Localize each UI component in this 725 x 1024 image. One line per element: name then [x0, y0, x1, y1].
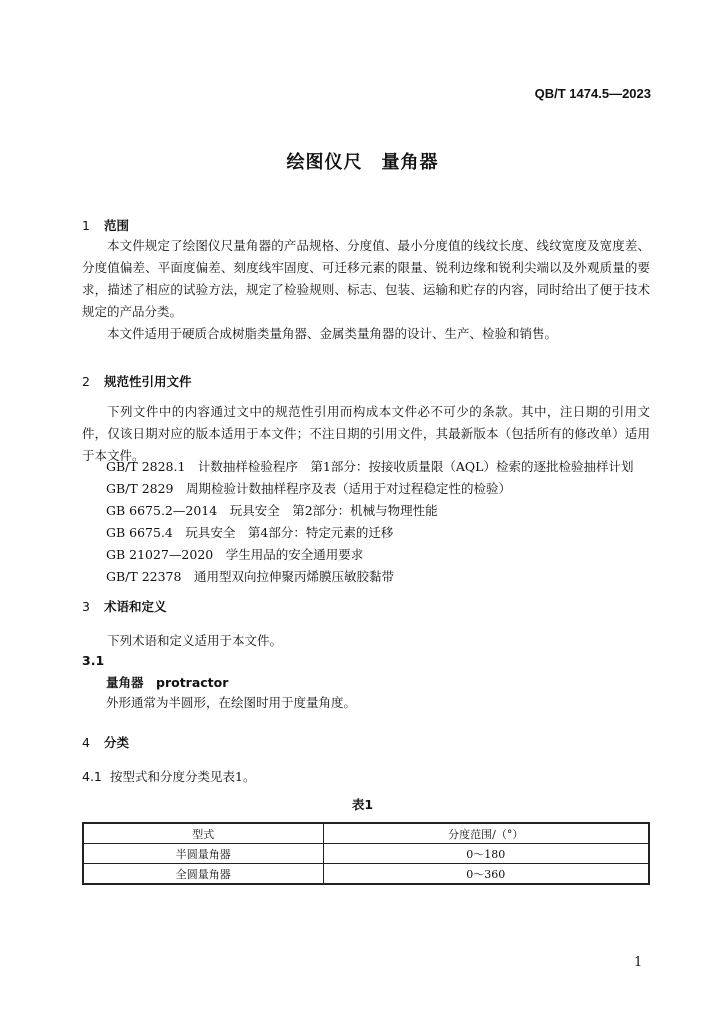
table-caption: 表1	[351, 797, 374, 812]
section-heading-4	[82, 733, 129, 751]
section-heading-3	[82, 597, 167, 615]
section-heading-2	[82, 372, 192, 390]
table-header-row	[83, 823, 649, 844]
reference-item: GB 6675.2—2014 玩具安全 第2部分：机械与物理性能	[106, 503, 438, 518]
section-number: 2	[82, 374, 90, 389]
table-cell: 全圆量角器	[83, 864, 323, 885]
section-number: 3	[82, 599, 90, 614]
classification-table	[82, 822, 650, 885]
paragraph: 下列文件中的内容通过文中的规范性引用而构成本文件必不可少的条款。其中，注日期的引用文件，仅该日期对应的版本适用于本文件；不注日期的引用文件，其最新版本（包括所有的修改单）适用于本文件。	[82, 404, 650, 463]
term-number: 3.1	[82, 653, 105, 668]
clause-text: 按型式和分度分类见表1。	[110, 769, 256, 784]
section-title: 规范性引用文件	[104, 374, 192, 389]
term-name: 量角器 protractor	[106, 675, 229, 690]
section-3-body	[82, 630, 650, 652]
page-number: 1	[634, 955, 643, 970]
table-row	[83, 844, 649, 864]
paragraph: 本文件适用于硬质合成树脂类量角器、金属类量角器的设计、生产、检验和销售。	[107, 326, 558, 341]
section-title: 分类	[104, 735, 130, 750]
table-cell: 0～180	[323, 844, 649, 864]
section-title: 范围	[104, 218, 130, 233]
reference-item: GB/T 2829 周期检验计数抽样程序及表（适用于对过程稳定性的检验）	[106, 481, 512, 496]
section-number: 1	[82, 218, 90, 233]
table-row	[83, 864, 649, 885]
section-1-body	[82, 235, 650, 345]
table-header: 型式	[83, 823, 323, 844]
standard-number: QB/T 1474.5—2023	[534, 86, 651, 101]
reference-item: GB 6675.4 玩具安全 第4部分：特定元素的迁移	[106, 525, 394, 540]
table-cell: 0～360	[323, 864, 649, 885]
paragraph: 下列术语和定义适用于本文件。	[107, 633, 283, 648]
reference-item: GB/T 22378 通用型双向拉伸聚丙烯膜压敏胶黏带	[106, 569, 394, 584]
reference-item: GB/T 2828.1 计数抽样检验程序 第1部分：按接收质量限（AQL）检索的逐批检验抽样计划	[106, 459, 634, 474]
reference-item: GB 21027—2020 学生用品的安全通用要求	[106, 547, 364, 562]
table-header: 分度范围/（°）	[323, 823, 649, 844]
section-heading-1	[82, 216, 129, 234]
term-definition: 外形通常为半圆形，在绘图时用于度量角度。	[106, 695, 357, 710]
table-cell: 半圆量角器	[83, 844, 323, 864]
reference-list	[106, 456, 633, 588]
clause-4-1	[82, 767, 255, 785]
section-title: 术语和定义	[104, 599, 167, 614]
section-number: 4	[82, 735, 90, 750]
document-title: 绘图仪尺 量角器	[286, 152, 439, 173]
paragraph: 本文件规定了绘图仪尺量角器的产品规格、分度值、最小分度值的线纹长度、线纹宽度及宽度差、分度值偏差、平面度偏差、刻度线牢固度、可迁移元素的限量、锐利边缘和锐利尖端以及外观质量的要求，描述了相应的试验方法，规定了检验规则、标志、包装、运输和贮存的内容，同时给出了便于技术规定的产品分类。	[82, 238, 650, 319]
clause-number: 4.1	[82, 769, 102, 784]
